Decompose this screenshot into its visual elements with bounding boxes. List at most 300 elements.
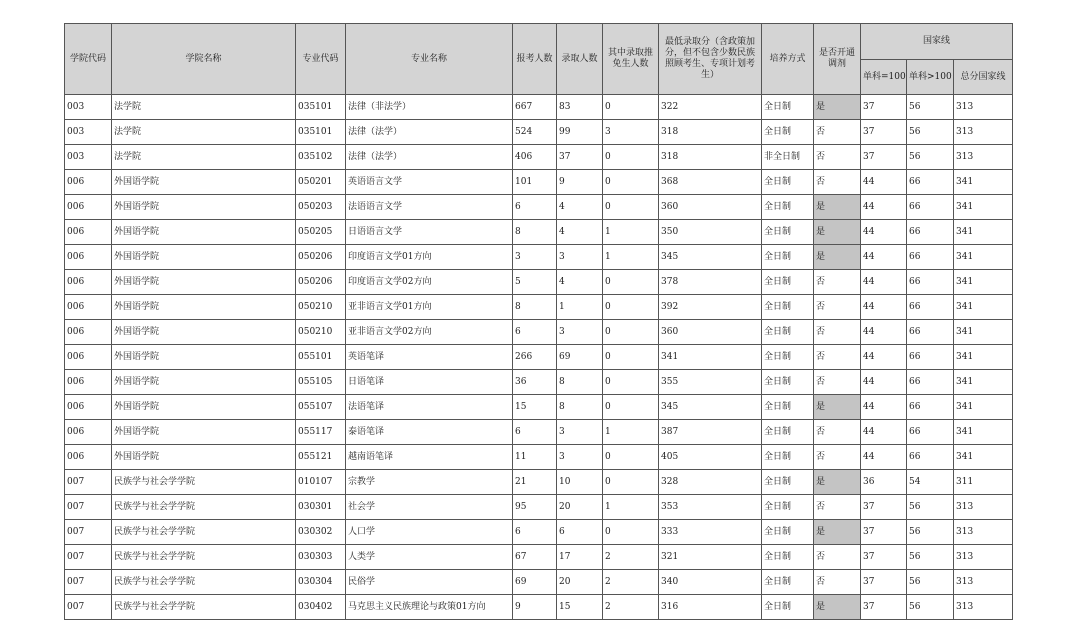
cell-total-line: 341 bbox=[954, 220, 1013, 245]
cell-study-mode: 全日制 bbox=[762, 545, 814, 570]
cell-admitted: 3 bbox=[557, 420, 603, 445]
cell-total-line: 341 bbox=[954, 320, 1013, 345]
cell-applicants: 3 bbox=[513, 245, 557, 270]
cell-study-mode: 全日制 bbox=[762, 270, 814, 295]
cell-applicants: 6 bbox=[513, 195, 557, 220]
cell-major-code: 050206 bbox=[296, 270, 346, 295]
cell-adjustment: 是 bbox=[814, 520, 861, 545]
cell-exempt-count: 0 bbox=[603, 195, 659, 220]
cell-major-name: 印度语言文学02方向 bbox=[346, 270, 513, 295]
cell-applicants: 524 bbox=[513, 120, 557, 145]
cell-min-score: 318 bbox=[659, 145, 762, 170]
cell-min-score: 350 bbox=[659, 220, 762, 245]
cell-college-name: 民族学与社会学学院 bbox=[112, 520, 296, 545]
cell-exempt-count: 0 bbox=[603, 295, 659, 320]
cell-admitted: 9 bbox=[557, 170, 603, 195]
cell-single-100: 44 bbox=[861, 170, 907, 195]
cell-applicants: 8 bbox=[513, 295, 557, 320]
cell-college-name: 民族学与社会学学院 bbox=[112, 470, 296, 495]
cell-single-100: 44 bbox=[861, 370, 907, 395]
cell-applicants: 9 bbox=[513, 595, 557, 620]
cell-study-mode: 全日制 bbox=[762, 420, 814, 445]
cell-total-line: 313 bbox=[954, 95, 1013, 120]
header-single-100: 单科=100 bbox=[861, 60, 907, 95]
table-row bbox=[65, 420, 1013, 445]
cell-total-line: 313 bbox=[954, 595, 1013, 620]
header-national-line: 国家线 bbox=[861, 24, 1013, 60]
admissions-table bbox=[64, 23, 1013, 620]
cell-college-code: 006 bbox=[65, 170, 112, 195]
cell-major-name: 民俗学 bbox=[346, 570, 513, 595]
cell-single-gt100: 66 bbox=[907, 420, 954, 445]
admissions-sheet bbox=[64, 23, 1012, 620]
cell-single-gt100: 66 bbox=[907, 345, 954, 370]
cell-adjustment: 否 bbox=[814, 370, 861, 395]
cell-single-gt100: 66 bbox=[907, 395, 954, 420]
cell-exempt-count: 1 bbox=[603, 220, 659, 245]
cell-single-gt100: 56 bbox=[907, 95, 954, 120]
cell-exempt-count: 0 bbox=[603, 370, 659, 395]
cell-college-code: 006 bbox=[65, 245, 112, 270]
cell-single-gt100: 66 bbox=[907, 370, 954, 395]
cell-admitted: 17 bbox=[557, 545, 603, 570]
cell-min-score: 321 bbox=[659, 545, 762, 570]
cell-major-code: 035102 bbox=[296, 145, 346, 170]
cell-min-score: 405 bbox=[659, 445, 762, 470]
header-min-score: 最低录取分（含政策加分，但不包含少数民族照顾考生、专项计划考生） bbox=[659, 24, 762, 95]
table-body bbox=[65, 95, 1013, 620]
cell-admitted: 20 bbox=[557, 570, 603, 595]
cell-college-name: 外国语学院 bbox=[112, 345, 296, 370]
cell-major-code: 055117 bbox=[296, 420, 346, 445]
cell-major-name: 宗教学 bbox=[346, 470, 513, 495]
cell-adjustment: 是 bbox=[814, 95, 861, 120]
cell-study-mode: 全日制 bbox=[762, 220, 814, 245]
cell-study-mode: 全日制 bbox=[762, 245, 814, 270]
cell-single-100: 37 bbox=[861, 595, 907, 620]
cell-college-code: 007 bbox=[65, 520, 112, 545]
cell-single-100: 37 bbox=[861, 545, 907, 570]
cell-min-score: 341 bbox=[659, 345, 762, 370]
header-applicants: 报考人数 bbox=[513, 24, 557, 95]
table-row bbox=[65, 445, 1013, 470]
cell-study-mode: 全日制 bbox=[762, 495, 814, 520]
cell-adjustment: 否 bbox=[814, 170, 861, 195]
cell-admitted: 3 bbox=[557, 320, 603, 345]
cell-major-name: 法律（法学） bbox=[346, 145, 513, 170]
cell-adjustment: 否 bbox=[814, 570, 861, 595]
cell-single-100: 37 bbox=[861, 95, 907, 120]
cell-total-line: 341 bbox=[954, 420, 1013, 445]
cell-admitted: 20 bbox=[557, 495, 603, 520]
header-single-gt100: 单科>100 bbox=[907, 60, 954, 95]
cell-major-name: 法语笔译 bbox=[346, 395, 513, 420]
cell-exempt-count: 0 bbox=[603, 445, 659, 470]
cell-college-name: 外国语学院 bbox=[112, 220, 296, 245]
cell-major-name: 人口学 bbox=[346, 520, 513, 545]
cell-study-mode: 全日制 bbox=[762, 470, 814, 495]
cell-study-mode: 全日制 bbox=[762, 195, 814, 220]
table-row bbox=[65, 395, 1013, 420]
cell-applicants: 5 bbox=[513, 270, 557, 295]
cell-adjustment: 是 bbox=[814, 195, 861, 220]
cell-single-100: 44 bbox=[861, 220, 907, 245]
header-adjustment: 是否开通调剂 bbox=[814, 24, 861, 95]
cell-major-name: 越南语笔译 bbox=[346, 445, 513, 470]
cell-major-name: 泰语笔译 bbox=[346, 420, 513, 445]
cell-major-code: 010107 bbox=[296, 470, 346, 495]
cell-exempt-count: 2 bbox=[603, 570, 659, 595]
cell-major-code: 050203 bbox=[296, 195, 346, 220]
cell-college-code: 007 bbox=[65, 595, 112, 620]
cell-admitted: 3 bbox=[557, 445, 603, 470]
cell-exempt-count: 3 bbox=[603, 120, 659, 145]
cell-single-gt100: 56 bbox=[907, 545, 954, 570]
cell-admitted: 6 bbox=[557, 520, 603, 545]
cell-single-gt100: 56 bbox=[907, 120, 954, 145]
cell-major-name: 人类学 bbox=[346, 545, 513, 570]
cell-applicants: 95 bbox=[513, 495, 557, 520]
cell-total-line: 341 bbox=[954, 295, 1013, 320]
cell-adjustment: 否 bbox=[814, 120, 861, 145]
cell-major-code: 050205 bbox=[296, 220, 346, 245]
cell-single-100: 44 bbox=[861, 270, 907, 295]
cell-single-100: 44 bbox=[861, 320, 907, 345]
cell-major-code: 055105 bbox=[296, 370, 346, 395]
cell-college-name: 外国语学院 bbox=[112, 445, 296, 470]
cell-college-name: 法学院 bbox=[112, 95, 296, 120]
cell-applicants: 266 bbox=[513, 345, 557, 370]
cell-major-name: 英语语言文学 bbox=[346, 170, 513, 195]
cell-study-mode: 全日制 bbox=[762, 120, 814, 145]
cell-exempt-count: 2 bbox=[603, 545, 659, 570]
cell-total-line: 313 bbox=[954, 570, 1013, 595]
cell-major-name: 社会学 bbox=[346, 495, 513, 520]
cell-single-100: 44 bbox=[861, 420, 907, 445]
cell-single-100: 44 bbox=[861, 195, 907, 220]
cell-study-mode: 全日制 bbox=[762, 445, 814, 470]
cell-college-name: 外国语学院 bbox=[112, 170, 296, 195]
cell-single-gt100: 56 bbox=[907, 520, 954, 545]
cell-adjustment: 是 bbox=[814, 595, 861, 620]
table-header bbox=[65, 24, 1013, 95]
cell-major-name: 法语语言文学 bbox=[346, 195, 513, 220]
cell-college-code: 007 bbox=[65, 495, 112, 520]
cell-single-100: 36 bbox=[861, 470, 907, 495]
cell-exempt-count: 0 bbox=[603, 95, 659, 120]
cell-adjustment: 否 bbox=[814, 145, 861, 170]
cell-major-name: 印度语言文学01方向 bbox=[346, 245, 513, 270]
cell-major-name: 法律（法学） bbox=[346, 120, 513, 145]
cell-college-code: 003 bbox=[65, 95, 112, 120]
cell-exempt-count: 1 bbox=[603, 245, 659, 270]
cell-study-mode: 非全日制 bbox=[762, 145, 814, 170]
header-study-mode: 培养方式 bbox=[762, 24, 814, 95]
cell-min-score: 340 bbox=[659, 570, 762, 595]
cell-single-gt100: 66 bbox=[907, 445, 954, 470]
cell-single-100: 44 bbox=[861, 245, 907, 270]
cell-major-code: 050210 bbox=[296, 320, 346, 345]
cell-single-gt100: 66 bbox=[907, 220, 954, 245]
cell-college-code: 006 bbox=[65, 195, 112, 220]
cell-major-code: 030304 bbox=[296, 570, 346, 595]
cell-college-name: 民族学与社会学学院 bbox=[112, 495, 296, 520]
cell-applicants: 69 bbox=[513, 570, 557, 595]
cell-major-code: 030301 bbox=[296, 495, 346, 520]
cell-min-score: 345 bbox=[659, 395, 762, 420]
cell-single-100: 37 bbox=[861, 495, 907, 520]
cell-admitted: 4 bbox=[557, 195, 603, 220]
cell-min-score: 368 bbox=[659, 170, 762, 195]
cell-college-code: 007 bbox=[65, 545, 112, 570]
cell-single-gt100: 54 bbox=[907, 470, 954, 495]
cell-college-code: 006 bbox=[65, 345, 112, 370]
cell-single-gt100: 66 bbox=[907, 170, 954, 195]
cell-single-100: 44 bbox=[861, 345, 907, 370]
cell-single-gt100: 66 bbox=[907, 195, 954, 220]
cell-adjustment: 否 bbox=[814, 345, 861, 370]
cell-admitted: 69 bbox=[557, 345, 603, 370]
cell-college-name: 法学院 bbox=[112, 120, 296, 145]
cell-college-name: 民族学与社会学学院 bbox=[112, 595, 296, 620]
table-row bbox=[65, 595, 1013, 620]
cell-college-code: 006 bbox=[65, 395, 112, 420]
cell-major-name: 亚非语言文学02方向 bbox=[346, 320, 513, 345]
cell-adjustment: 否 bbox=[814, 545, 861, 570]
cell-study-mode: 全日制 bbox=[762, 295, 814, 320]
cell-applicants: 406 bbox=[513, 145, 557, 170]
cell-admitted: 83 bbox=[557, 95, 603, 120]
cell-single-gt100: 56 bbox=[907, 570, 954, 595]
cell-admitted: 4 bbox=[557, 270, 603, 295]
cell-single-gt100: 66 bbox=[907, 270, 954, 295]
cell-college-code: 006 bbox=[65, 370, 112, 395]
cell-study-mode: 全日制 bbox=[762, 520, 814, 545]
cell-study-mode: 全日制 bbox=[762, 345, 814, 370]
table-row bbox=[65, 295, 1013, 320]
cell-total-line: 311 bbox=[954, 470, 1013, 495]
cell-major-code: 050201 bbox=[296, 170, 346, 195]
cell-admitted: 15 bbox=[557, 595, 603, 620]
cell-exempt-count: 0 bbox=[603, 145, 659, 170]
cell-applicants: 67 bbox=[513, 545, 557, 570]
cell-adjustment: 否 bbox=[814, 445, 861, 470]
cell-major-name: 马克思主义民族理论与政策01方向 bbox=[346, 595, 513, 620]
cell-admitted: 3 bbox=[557, 245, 603, 270]
cell-admitted: 8 bbox=[557, 370, 603, 395]
cell-adjustment: 是 bbox=[814, 470, 861, 495]
cell-adjustment: 否 bbox=[814, 295, 861, 320]
cell-college-code: 007 bbox=[65, 470, 112, 495]
cell-major-code: 035101 bbox=[296, 95, 346, 120]
cell-min-score: 378 bbox=[659, 270, 762, 295]
cell-single-100: 44 bbox=[861, 295, 907, 320]
cell-total-line: 313 bbox=[954, 495, 1013, 520]
table-row bbox=[65, 495, 1013, 520]
cell-adjustment: 否 bbox=[814, 320, 861, 345]
cell-college-code: 006 bbox=[65, 295, 112, 320]
cell-college-code: 003 bbox=[65, 145, 112, 170]
cell-total-line: 341 bbox=[954, 245, 1013, 270]
header-major-name: 专业名称 bbox=[346, 24, 513, 95]
cell-major-code: 050210 bbox=[296, 295, 346, 320]
cell-applicants: 15 bbox=[513, 395, 557, 420]
cell-min-score: 333 bbox=[659, 520, 762, 545]
cell-exempt-count: 1 bbox=[603, 495, 659, 520]
cell-college-name: 外国语学院 bbox=[112, 395, 296, 420]
table-row bbox=[65, 145, 1013, 170]
cell-college-name: 外国语学院 bbox=[112, 370, 296, 395]
header-college-name: 学院名称 bbox=[112, 24, 296, 95]
cell-total-line: 341 bbox=[954, 370, 1013, 395]
table-row bbox=[65, 520, 1013, 545]
cell-major-code: 030302 bbox=[296, 520, 346, 545]
cell-total-line: 341 bbox=[954, 170, 1013, 195]
cell-total-line: 341 bbox=[954, 270, 1013, 295]
cell-single-gt100: 66 bbox=[907, 320, 954, 345]
cell-college-name: 外国语学院 bbox=[112, 195, 296, 220]
cell-college-name: 外国语学院 bbox=[112, 295, 296, 320]
cell-min-score: 387 bbox=[659, 420, 762, 445]
cell-major-code: 055101 bbox=[296, 345, 346, 370]
cell-total-line: 313 bbox=[954, 545, 1013, 570]
header-admitted: 录取人数 bbox=[557, 24, 603, 95]
cell-adjustment: 否 bbox=[814, 270, 861, 295]
cell-college-name: 法学院 bbox=[112, 145, 296, 170]
cell-single-100: 44 bbox=[861, 445, 907, 470]
cell-single-gt100: 66 bbox=[907, 295, 954, 320]
cell-exempt-count: 0 bbox=[603, 395, 659, 420]
cell-exempt-count: 0 bbox=[603, 345, 659, 370]
cell-study-mode: 全日制 bbox=[762, 370, 814, 395]
cell-exempt-count: 0 bbox=[603, 270, 659, 295]
cell-college-code: 006 bbox=[65, 220, 112, 245]
cell-major-name: 英语笔译 bbox=[346, 345, 513, 370]
cell-major-code: 030303 bbox=[296, 545, 346, 570]
cell-major-name: 亚非语言文学01方向 bbox=[346, 295, 513, 320]
cell-total-line: 341 bbox=[954, 195, 1013, 220]
cell-single-gt100: 56 bbox=[907, 595, 954, 620]
cell-exempt-count: 0 bbox=[603, 170, 659, 195]
cell-major-code: 055121 bbox=[296, 445, 346, 470]
cell-min-score: 355 bbox=[659, 370, 762, 395]
header-college-code: 学院代码 bbox=[65, 24, 112, 95]
cell-college-name: 外国语学院 bbox=[112, 320, 296, 345]
cell-college-code: 003 bbox=[65, 120, 112, 145]
cell-single-gt100: 56 bbox=[907, 145, 954, 170]
table-row bbox=[65, 270, 1013, 295]
cell-study-mode: 全日制 bbox=[762, 170, 814, 195]
cell-major-name: 法律（非法学） bbox=[346, 95, 513, 120]
cell-applicants: 6 bbox=[513, 320, 557, 345]
cell-min-score: 322 bbox=[659, 95, 762, 120]
cell-study-mode: 全日制 bbox=[762, 95, 814, 120]
cell-college-code: 006 bbox=[65, 445, 112, 470]
table-row bbox=[65, 195, 1013, 220]
cell-min-score: 316 bbox=[659, 595, 762, 620]
cell-major-code: 055107 bbox=[296, 395, 346, 420]
cell-college-name: 民族学与社会学学院 bbox=[112, 570, 296, 595]
cell-exempt-count: 2 bbox=[603, 595, 659, 620]
cell-single-100: 37 bbox=[861, 520, 907, 545]
cell-applicants: 8 bbox=[513, 220, 557, 245]
cell-exempt-count: 1 bbox=[603, 420, 659, 445]
table-row bbox=[65, 170, 1013, 195]
cell-adjustment: 否 bbox=[814, 420, 861, 445]
cell-admitted: 1 bbox=[557, 295, 603, 320]
cell-study-mode: 全日制 bbox=[762, 320, 814, 345]
cell-admitted: 37 bbox=[557, 145, 603, 170]
cell-college-name: 民族学与社会学学院 bbox=[112, 545, 296, 570]
cell-total-line: 341 bbox=[954, 395, 1013, 420]
cell-single-gt100: 66 bbox=[907, 245, 954, 270]
cell-single-100: 37 bbox=[861, 570, 907, 595]
table-row bbox=[65, 345, 1013, 370]
cell-study-mode: 全日制 bbox=[762, 570, 814, 595]
cell-min-score: 328 bbox=[659, 470, 762, 495]
cell-min-score: 345 bbox=[659, 245, 762, 270]
cell-major-code: 035101 bbox=[296, 120, 346, 145]
cell-min-score: 360 bbox=[659, 195, 762, 220]
table-row bbox=[65, 95, 1013, 120]
cell-admitted: 99 bbox=[557, 120, 603, 145]
cell-min-score: 353 bbox=[659, 495, 762, 520]
table-row bbox=[65, 220, 1013, 245]
table-row bbox=[65, 545, 1013, 570]
cell-total-line: 313 bbox=[954, 120, 1013, 145]
cell-major-code: 050206 bbox=[296, 245, 346, 270]
cell-college-code: 006 bbox=[65, 270, 112, 295]
header-major-code: 专业代码 bbox=[296, 24, 346, 95]
table-row bbox=[65, 120, 1013, 145]
cell-single-100: 37 bbox=[861, 120, 907, 145]
cell-admitted: 4 bbox=[557, 220, 603, 245]
cell-applicants: 6 bbox=[513, 420, 557, 445]
cell-major-code: 030402 bbox=[296, 595, 346, 620]
cell-college-code: 006 bbox=[65, 420, 112, 445]
cell-major-name: 日语语言文学 bbox=[346, 220, 513, 245]
cell-single-100: 44 bbox=[861, 395, 907, 420]
cell-applicants: 11 bbox=[513, 445, 557, 470]
cell-study-mode: 全日制 bbox=[762, 595, 814, 620]
table-row bbox=[65, 245, 1013, 270]
cell-college-name: 外国语学院 bbox=[112, 420, 296, 445]
cell-total-line: 313 bbox=[954, 145, 1013, 170]
cell-exempt-count: 0 bbox=[603, 520, 659, 545]
header-exempt-count: 其中录取推免生人数 bbox=[603, 24, 659, 95]
cell-applicants: 667 bbox=[513, 95, 557, 120]
cell-applicants: 6 bbox=[513, 520, 557, 545]
cell-college-code: 006 bbox=[65, 320, 112, 345]
cell-applicants: 101 bbox=[513, 170, 557, 195]
cell-exempt-count: 0 bbox=[603, 470, 659, 495]
cell-college-name: 外国语学院 bbox=[112, 270, 296, 295]
table-row bbox=[65, 470, 1013, 495]
cell-total-line: 341 bbox=[954, 445, 1013, 470]
cell-single-gt100: 56 bbox=[907, 495, 954, 520]
cell-college-code: 007 bbox=[65, 570, 112, 595]
cell-college-name: 外国语学院 bbox=[112, 245, 296, 270]
table-row bbox=[65, 370, 1013, 395]
table-row bbox=[65, 320, 1013, 345]
cell-adjustment: 是 bbox=[814, 395, 861, 420]
cell-total-line: 341 bbox=[954, 345, 1013, 370]
cell-study-mode: 全日制 bbox=[762, 395, 814, 420]
cell-min-score: 392 bbox=[659, 295, 762, 320]
cell-admitted: 8 bbox=[557, 395, 603, 420]
cell-single-100: 37 bbox=[861, 145, 907, 170]
cell-applicants: 21 bbox=[513, 470, 557, 495]
